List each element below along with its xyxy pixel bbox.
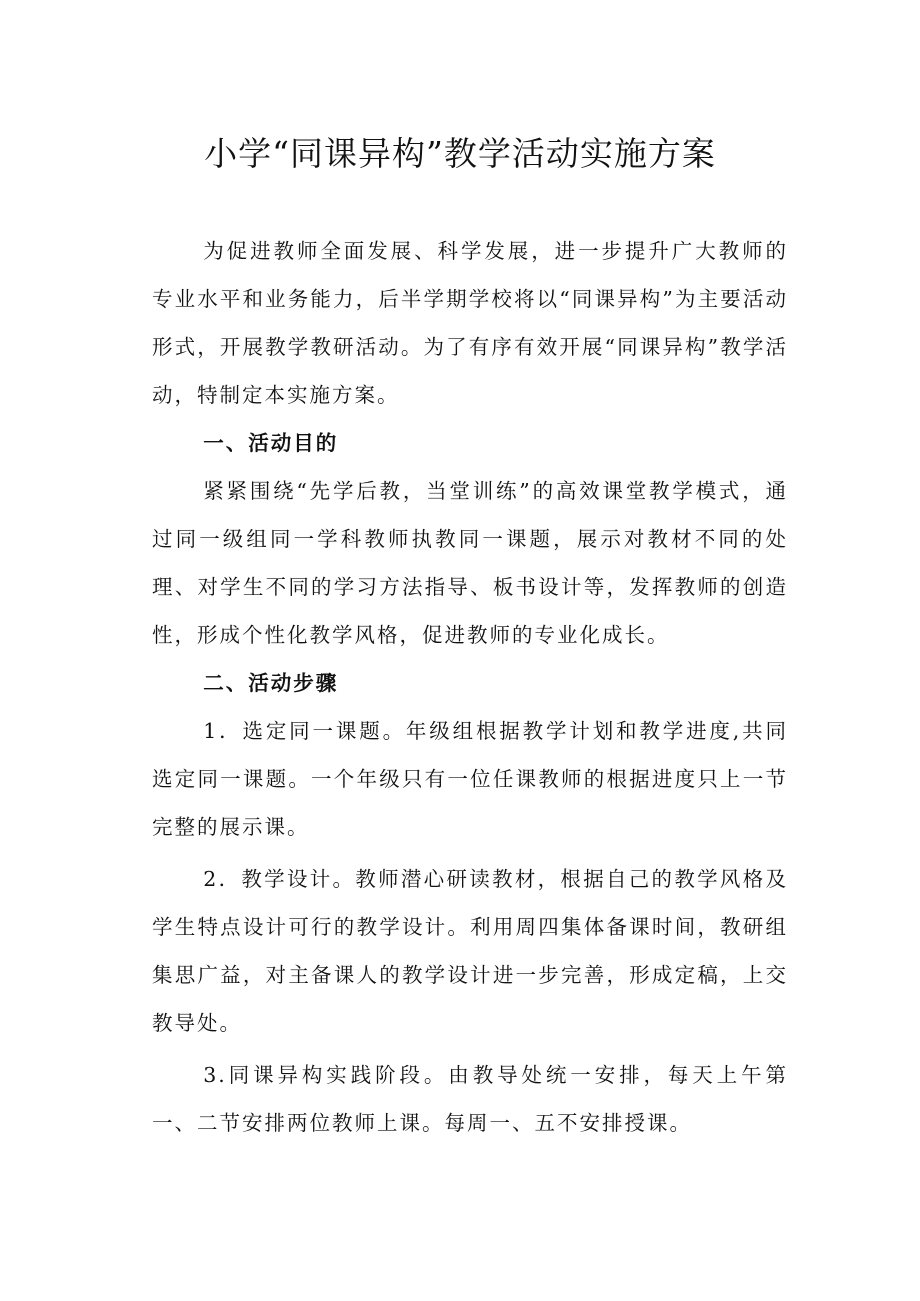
section-heading-steps: 二、活动步骤 — [203, 671, 339, 695]
purpose-paragraph: 紧紧围绕“先学后教，当堂训练”的高效课堂教学模式，通过同一级组同一学科教师执教同一课题，展示对教材不同的处理、对学生不同的学习方法指导、板书设计等，发挥教师的创造性，形成个性化教学风格，促进教师的专业化成长。 — [152, 479, 788, 647]
step-3-paragraph: 3.同课异构实践阶段。由教导处统一安排，每天上午第一、二节安排两位教师上课。每周一、五不安排授课。 — [152, 1063, 788, 1135]
step-1-paragraph: 1．选定同一课题。年级组根据教学计划和教学进度,共同选定同一课题。一个年级只有一位任课教师的根据进度只上一节完整的展示课。 — [152, 719, 788, 839]
document-body — [152, 227, 788, 1147]
section-heading-purpose: 一、活动目的 — [203, 431, 339, 455]
step-2-paragraph: 2．教学设计。教师潜心研读教材，根据自己的教学风格及学生特点设计可行的教学设计。利用周四集体备课时间，教研组集思广益，对主备课人的教学设计进一步完善，形成定稿，上交教导处。 — [152, 867, 788, 1035]
document-title: 小学“同课异构”教学活动实施方案 — [204, 134, 716, 173]
intro-paragraph: 为促进教师全面发展、科学发展，进一步提升广大教师的专业水平和业务能力，后半学期学校将以“同课异构”为主要活动形式，开展教学教研活动。为了有序有效开展“同课异构”教学活动，特制定本实施方案。 — [152, 239, 788, 407]
